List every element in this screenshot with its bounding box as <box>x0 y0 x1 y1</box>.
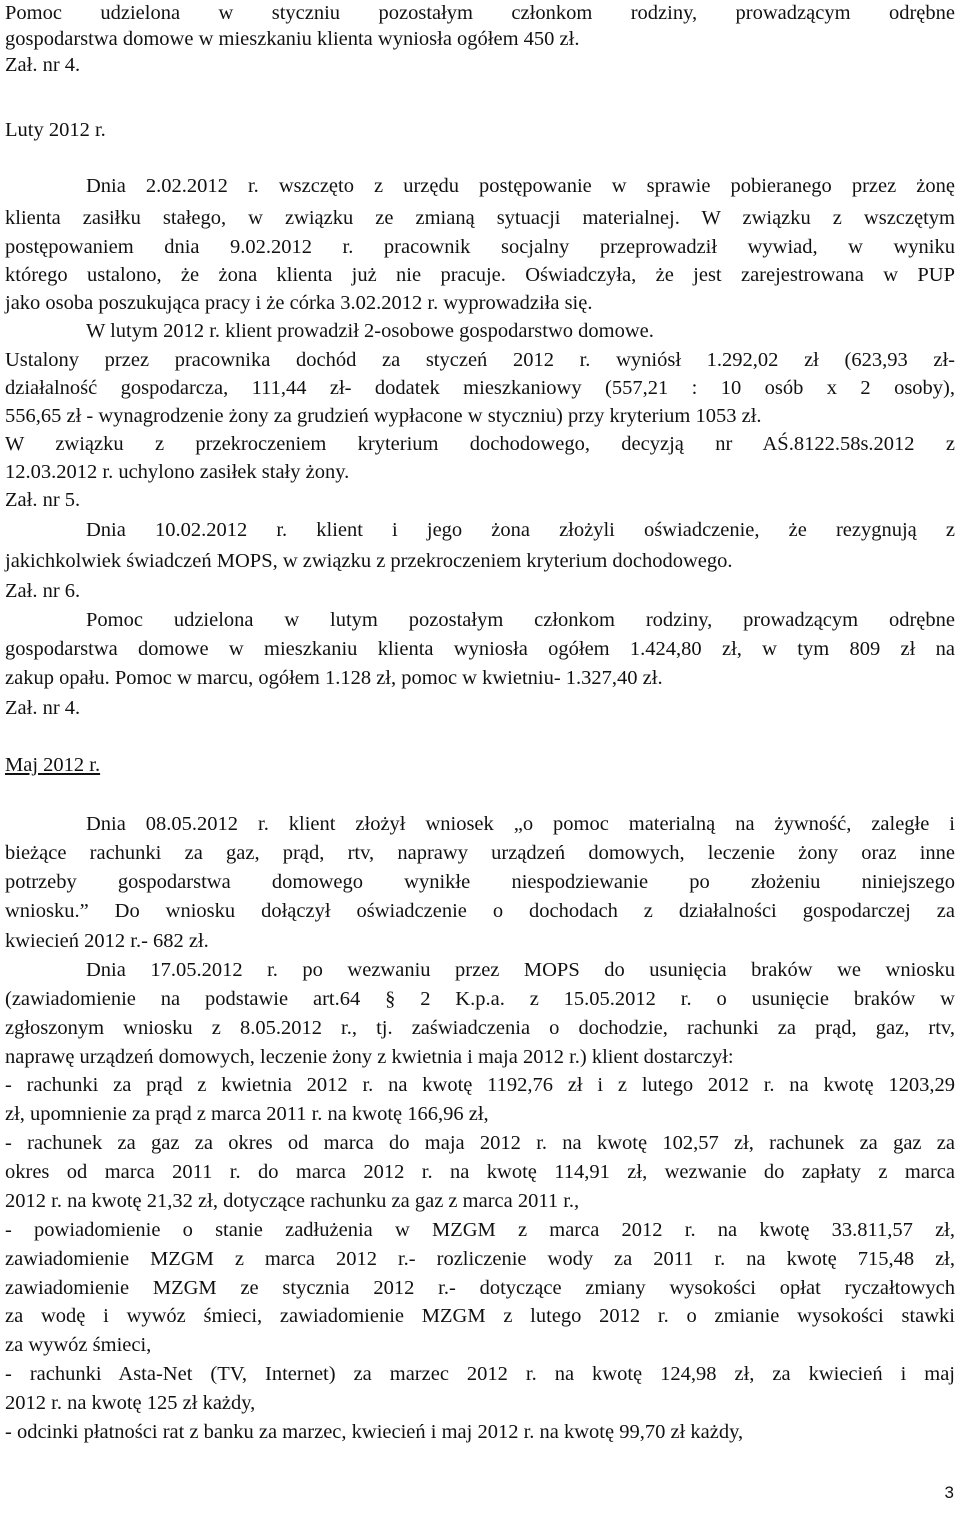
text-line: zawiadomienie MZGM ze stycznia 2012 r.- dotyczące zmiany wysokości opłat ryczałtowych <box>5 1277 955 1299</box>
text-line: Dnia 17.05.2012 r. po wezwaniu przez MOPS do usunięcia braków we wniosku <box>86 959 955 981</box>
text-line: jakichkolwiek świadczeń MOPS, w związku z przekroczeniem kryterium dochodowego. <box>5 550 733 572</box>
text-line: - rachunki za prąd z kwietnia 2012 r. na kwotę 1192,76 zł i z lutego 2012 r. na kwotę 1203,29 <box>5 1074 955 1096</box>
text-line: - rachunki Asta-Net (TV, Internet) za marzec 2012 r. na kwotę 124,98 zł, za kwiecień i maj <box>5 1363 955 1385</box>
text-line: którego ustalono, że żona klienta już nie pracuje. Oświadczyła, że jest zarejestrowana w PUP <box>5 264 955 286</box>
text-line: gospodarstwa domowe w mieszkaniu klienta wyniosła ogółem 450 zł. <box>5 28 580 50</box>
text-line: - powiadomienie o stanie zadłużenia w MZGM z marca 2012 r. na kwotę 33.811,57 zł, <box>5 1219 955 1241</box>
text-line: postępowaniem dnia 9.02.2012 r. pracownik socjalny przeprowadził wywiad, w wyniku <box>5 236 955 258</box>
text-line: Zał. nr 5. <box>5 489 81 511</box>
text-line: Ustalony przez pracownika dochód za styczeń 2012 r. wyniósł 1.292,02 zł (623,93 zł- <box>5 349 955 371</box>
text-line: kwiecień 2012 r.- 682 zł. <box>5 930 209 952</box>
text-line: gospodarstwa domowe w mieszkaniu klienta wyniosła ogółem 1.424,80 zł, w tym 809 zł na <box>5 638 955 660</box>
text-line: Zał. nr 4. <box>5 54 81 76</box>
text-line: Dnia 08.05.2012 r. klient złożył wniosek „o pomoc materialną na żywność, zaległe i <box>86 813 955 835</box>
text-line: za wywóz śmieci, <box>5 1334 152 1356</box>
page-number: 3 <box>944 1483 954 1502</box>
text-line: 12.03.2012 r. uchylono zasiłek stały żony. <box>5 461 350 483</box>
text-line: klienta zasiłku stałego, w związku ze zmianą sytuacji materialnej. W związku z wszczętym <box>5 207 955 229</box>
text-line: W związku z przekroczeniem kryterium dochodowego, decyzją nr AŚ.8122.58s.2012 z <box>5 433 955 455</box>
text-line: naprawę urządzeń domowych, leczenie żony z kwietnia i maja 2012 r.) klient dostarczył: <box>5 1046 734 1068</box>
text-line: Maj 2012 r. <box>5 754 101 776</box>
text-line: Pomoc udzielona w styczniu pozostałym członkom rodziny, prowadzącym odrębne <box>5 2 955 24</box>
text-line: za wodę i wywóz śmieci, zawiadomienie MZGM z lutego 2012 r. o zmianie wysokości stawki <box>5 1305 955 1327</box>
text-line: Dnia 10.02.2012 r. klient i jego żona złożyli oświadczenie, że rezygnują z <box>86 519 955 541</box>
text-line: jako osoba poszukująca pracy i że córka 3.02.2012 r. wyprowadziła się. <box>5 292 593 314</box>
text-line: Zał. nr 4. <box>5 697 81 719</box>
text-line: 2012 r. na kwotę 21,32 zł, dotyczące rachunku za gaz z marca 2011 r., <box>5 1190 580 1212</box>
text-line: zł, upomnienie za prąd z marca 2011 r. na kwotę 166,96 zł, <box>5 1103 489 1125</box>
text-line: W lutym 2012 r. klient prowadził 2-osobowe gospodarstwo domowe. <box>86 320 654 342</box>
text-line: Pomoc udzielona w lutym pozostałym członkom rodziny, prowadzącym odrębne <box>86 609 955 631</box>
text-line: 2012 r. na kwotę 125 zł każdy, <box>5 1392 256 1414</box>
text-line: Zał. nr 6. <box>5 580 81 602</box>
text-line: - odcinki płatności rat z banku za marzec, kwiecień i maj 2012 r. na kwotę 99,70 zł każdy, <box>5 1421 744 1443</box>
text-line: potrzeby gospodarstwa domowego wynikłe niespodziewanie po złożeniu niniejszego <box>5 871 955 893</box>
text-line: Dnia 2.02.2012 r. wszczęto z urzędu postępowanie w sprawie pobieranego przez żonę <box>86 175 955 197</box>
text-line: 556,65 zł - wynagrodzenie żony za grudzień wypłacone w styczniu) przy kryterium 1053 zł. <box>5 405 762 427</box>
text-line: (zawiadomienie na podstawie art.64 § 2 K.p.a. z 15.05.2012 r. o usunięcie braków w <box>5 988 955 1010</box>
text-line: działalność gospodarcza, 111,44 zł- dodatek mieszkaniowy (557,21 : 10 osób x 2 osoby), <box>5 377 955 399</box>
text-line: zawiadomienie MZGM z marca 2012 r.- rozliczenie wody za 2011 r. na kwotę 715,48 zł, <box>5 1248 955 1270</box>
text-line: bieżące rachunki za gaz, prąd, rtv, naprawy urządzeń domowych, leczenie żony oraz inne <box>5 842 955 864</box>
text-line: Luty 2012 r. <box>5 119 106 141</box>
text-line: - rachunek za gaz za okres od marca do maja 2012 r. na kwotę 102,57 zł, rachunek za gaz za <box>5 1132 955 1154</box>
text-line: zakup opału. Pomoc w marcu, ogółem 1.128 zł, pomoc w kwietniu- 1.327,40 zł. <box>5 667 663 689</box>
text-line: wniosku.” Do wniosku dołączył oświadczenie o dochodach z działalności gospodarczej za <box>5 900 955 922</box>
text-line: okres od marca 2011 r. do marca 2012 r. na kwotę 114,91 zł, wezwanie do zapłaty z marca <box>5 1161 955 1183</box>
text-line: zgłoszonym wniosku z 8.05.2012 r., tj. zaświadczenia o dochodzie, rachunki za prąd, gaz, rtv, <box>5 1017 955 1039</box>
